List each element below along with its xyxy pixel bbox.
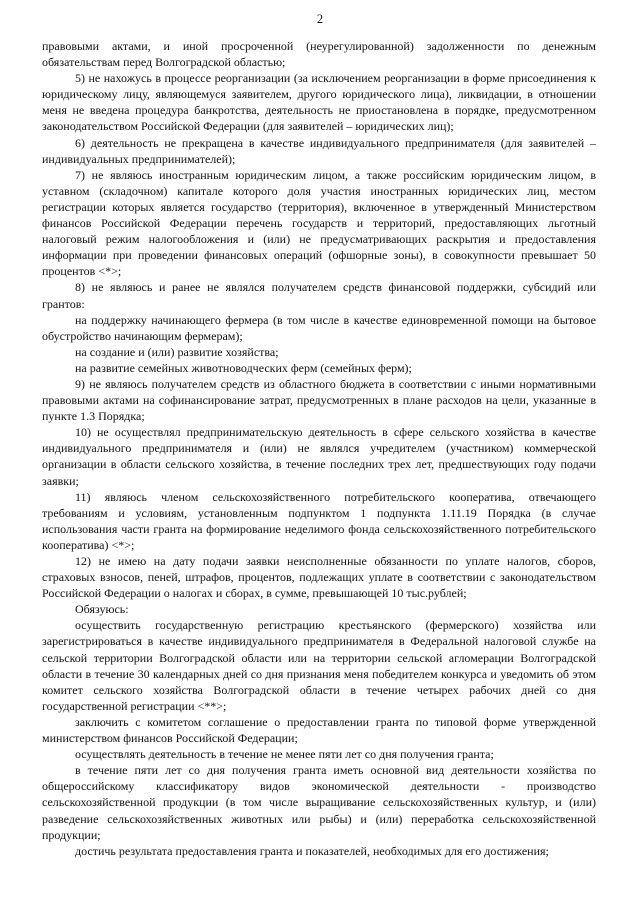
document-paragraph: заключить с комитетом соглашение о предоставлении гранта по типовой форме утвержденной министерством финансов Российской Федерации; <box>42 714 596 746</box>
document-paragraph: 5) не нахожусь в процессе реорганизации (за исключением реорганизации в форме присоединения к юридическому лицу, являющемуся заявителем, другого юридического лица), ликвидации, в отношении меня не введена процедура банкротства, деятельность не приостановлена в порядке, предусмотренном законодательством Российской Федерации (для заявителей – юридических лиц); <box>42 71 596 134</box>
document-paragraph: достичь результата предоставления гранта и показателей, необходимых для его достижения; <box>75 843 549 858</box>
document-paragraph: 8) не являюсь и ранее не являлся получателем средств финансовой поддержки, субсидий или грантов: <box>42 280 596 311</box>
page-number: 2 <box>316 12 324 26</box>
document-paragraph: на развитие семейных животноводческих ферм (семейных ферм); <box>75 360 412 375</box>
document-paragraph: осуществить государственную регистрацию крестьянского (фермерского) хозяйства или зарегистрироваться в качестве индивидуального предпринимателя в Федеральной налоговой службе на сельской территории Волгоградской области или на территории сельской агломерации Волгоградской области в течение 30 календарных дней со дня признания меня победителем конкурса и уведомить об этом комитет сельского хозяйства Волгоградской области в течение четырех рабочих дней со дня государственной регистрации <**>; <box>42 618 596 713</box>
document-paragraph: правовыми актами, и иной просроченной (неурегулированной) задолженности по денежным обязательствам перед Волгоградской областью; <box>42 39 596 70</box>
document-paragraph: 9) не являюсь получателем средств из областного бюджета в соответствии с иными нормативными правовыми актами на софинансирование затрат, предусмотренных в плане расходов на цели, указанные в пункте 1.3 Порядка; <box>42 376 596 424</box>
document-paragraph: 10) не осуществлял предпринимательскую деятельность в сфере сельского хозяйства в качестве индивидуального предпринимателя и (или) не являлся учредителем (участником) коммерческой организации в области сельского хозяйства, в течение последних трех лет, предшествующих году подачи заявки; <box>42 425 596 488</box>
document-paragraph: в течение пяти лет со дня получения гранта иметь основной вид деятельности хозяйства по общероссийскому классификатору видов экономической деятельности - производство сельскохозяйственной продукции (в том числе выращивание сельскохозяйственных культур, и (или) разведение сельскохозяйственных животных или рыбы) и (или) переработка сельскохозяйственной продукции; <box>42 763 596 842</box>
document-paragraph: осуществлять деятельность в течение не менее пяти лет со дня получения гранта; <box>75 747 494 762</box>
document-paragraph: 11) являюсь членом сельскохозяйственного потребительского кооператива, отвечающего требованиям и условиям, установленным подпунктом 1 подпункта 1.11.19 Порядка (в случае использования части гранта на формирование неделимого фонда сельскохозяйственного потребительского кооператива) <*>; <box>42 489 596 552</box>
document-paragraph: 6) деятельность не прекращена в качестве индивидуального предпринимателя (для заявителей – индивидуальных предпринимателей); <box>42 135 596 166</box>
document-paragraph: на поддержку начинающего фермера (в том числе в качестве единовременной помощи на бытовое обустройство начинающим фермерам); <box>42 312 596 343</box>
document-body <box>42 38 596 859</box>
document-paragraph: Обязуюсь: <box>75 602 129 617</box>
document-paragraph: 12) не имею на дату подачи заявки неисполненные обязанности по уплате налогов, сборов, страховых взносов, пеней, штрафов, процентов, подлежащих уплате в соответствии с законодательством Российской Федерации о налогах и сборах, в сумме, превышающей 10 тыс.рублей; <box>42 554 596 601</box>
document-paragraph: 7) не являюсь иностранным юридическим лицом, а также российским юридическим лицом, в уставном (складочном) капитале которого доля участия иностранных юридических лиц, местом регистрации которых является государство (территория), включенное в утвержденный Министерством финансов Российской Федерации перечень государств и территорий, предоставляющих льготный налоговый режим налогообложения и (или) не предусматривающих раскрытия и предоставления информации при проведении финансовых операций (офшорные зоны), в совокупности превышает 50 процентов <*>; <box>42 167 596 279</box>
document-paragraph: на создание и (или) развитие хозяйства; <box>75 344 279 359</box>
